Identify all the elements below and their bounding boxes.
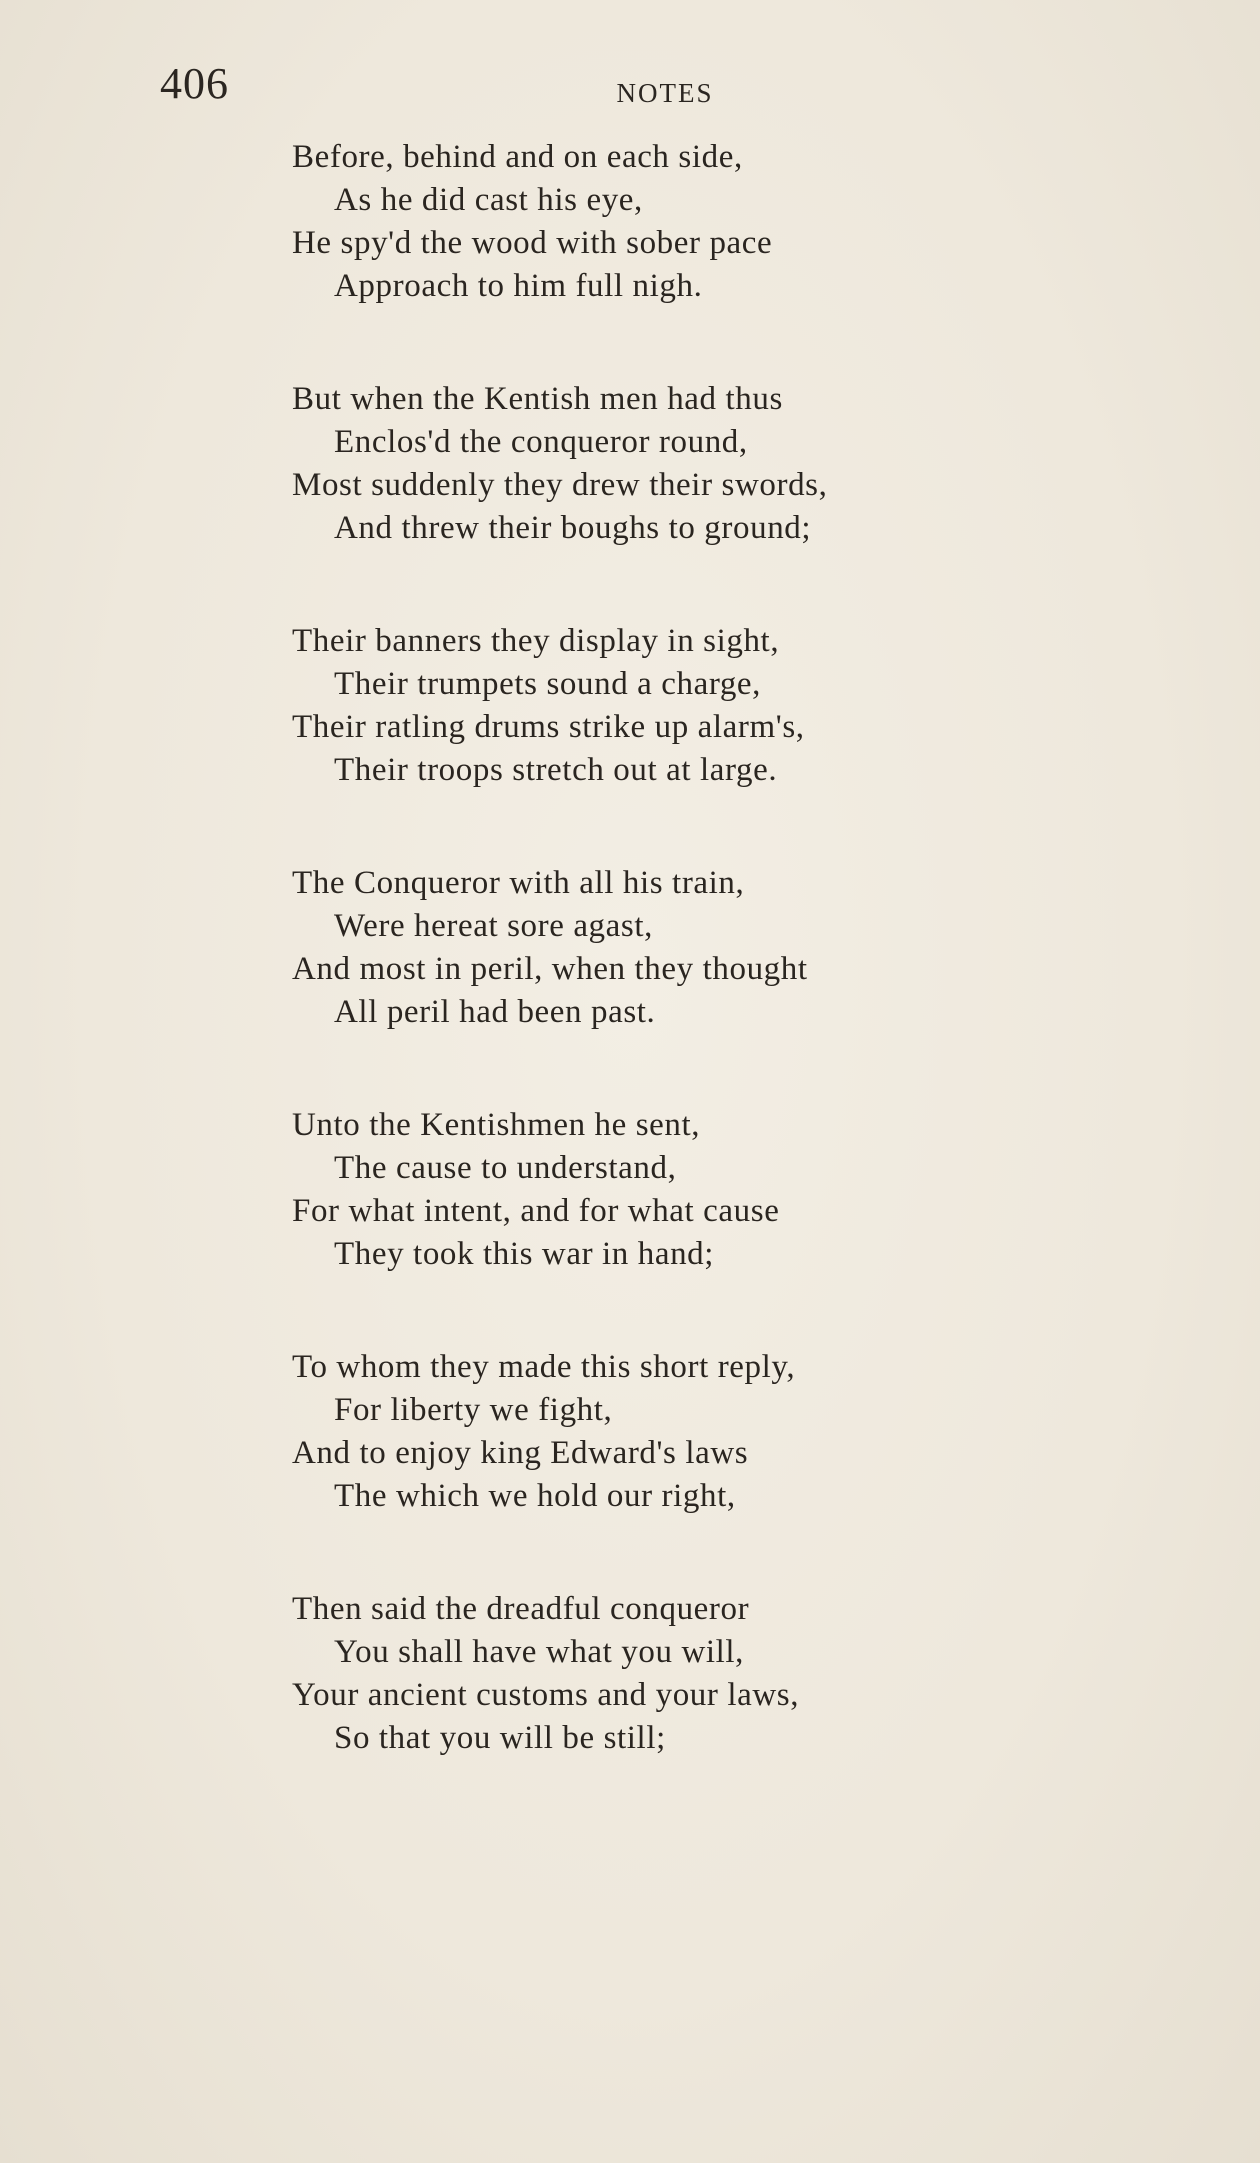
poem-line: For what intent, and for what cause (292, 1193, 780, 1229)
running-head-text: NOTES (616, 78, 714, 108)
poem-line: Their trumpets sound a charge, (334, 666, 762, 702)
poem-line: So that you will be still; (334, 1720, 666, 1756)
poem-line: And to enjoy king Edward's laws (292, 1435, 749, 1471)
poem-line: He spy'd the wood with sober pace (292, 225, 773, 261)
poem-line: Their troops stretch out at large. (334, 752, 778, 788)
stanza (292, 620, 992, 792)
poem-line: Before, behind and on each side, (292, 139, 743, 175)
poem-line: Your ancient customs and your laws, (292, 1677, 800, 1713)
poem-line: To whom they made this short reply, (292, 1349, 796, 1385)
stanza (292, 378, 992, 550)
poem-line: All peril had been past. (334, 994, 656, 1030)
poem-line: The cause to understand, (334, 1150, 677, 1186)
poem-line: Their banners they display in sight, (292, 623, 780, 659)
stanza (292, 1104, 992, 1276)
poem-line: And most in peril, when they thought (292, 951, 808, 987)
poem-line: The Conqueror with all his train, (292, 865, 745, 901)
poem-line: Then said the dreadful conqueror (292, 1591, 750, 1627)
poem-line: Their ratling drums strike up alarm's, (292, 709, 805, 745)
poem-line: As he did cast his eye, (334, 182, 643, 218)
stanza (292, 136, 992, 308)
poem-line: But when the Kentish men had thus (292, 381, 783, 417)
poem-line: The which we hold our right, (334, 1478, 736, 1514)
poem-line: They took this war in hand; (334, 1236, 715, 1272)
poem-line: You shall have what you will, (334, 1634, 745, 1670)
poem-line: Most suddenly they drew their swords, (292, 467, 828, 503)
poem-line: Enclos'd the conqueror round, (334, 424, 748, 460)
poem (292, 136, 992, 1830)
stanza (292, 1588, 992, 1760)
poem-line: And threw their boughs to ground; (334, 510, 812, 546)
poem-line: Were hereat sore agast, (334, 908, 653, 944)
running-head (0, 78, 1260, 109)
stanza (292, 862, 992, 1034)
poem-line: Approach to him full nigh. (334, 268, 703, 304)
page-number: 406 (160, 59, 229, 108)
poem-line: For liberty we fight, (334, 1392, 613, 1428)
poem-line: Unto the Kentishmen he sent, (292, 1107, 701, 1143)
stanza (292, 1346, 992, 1518)
